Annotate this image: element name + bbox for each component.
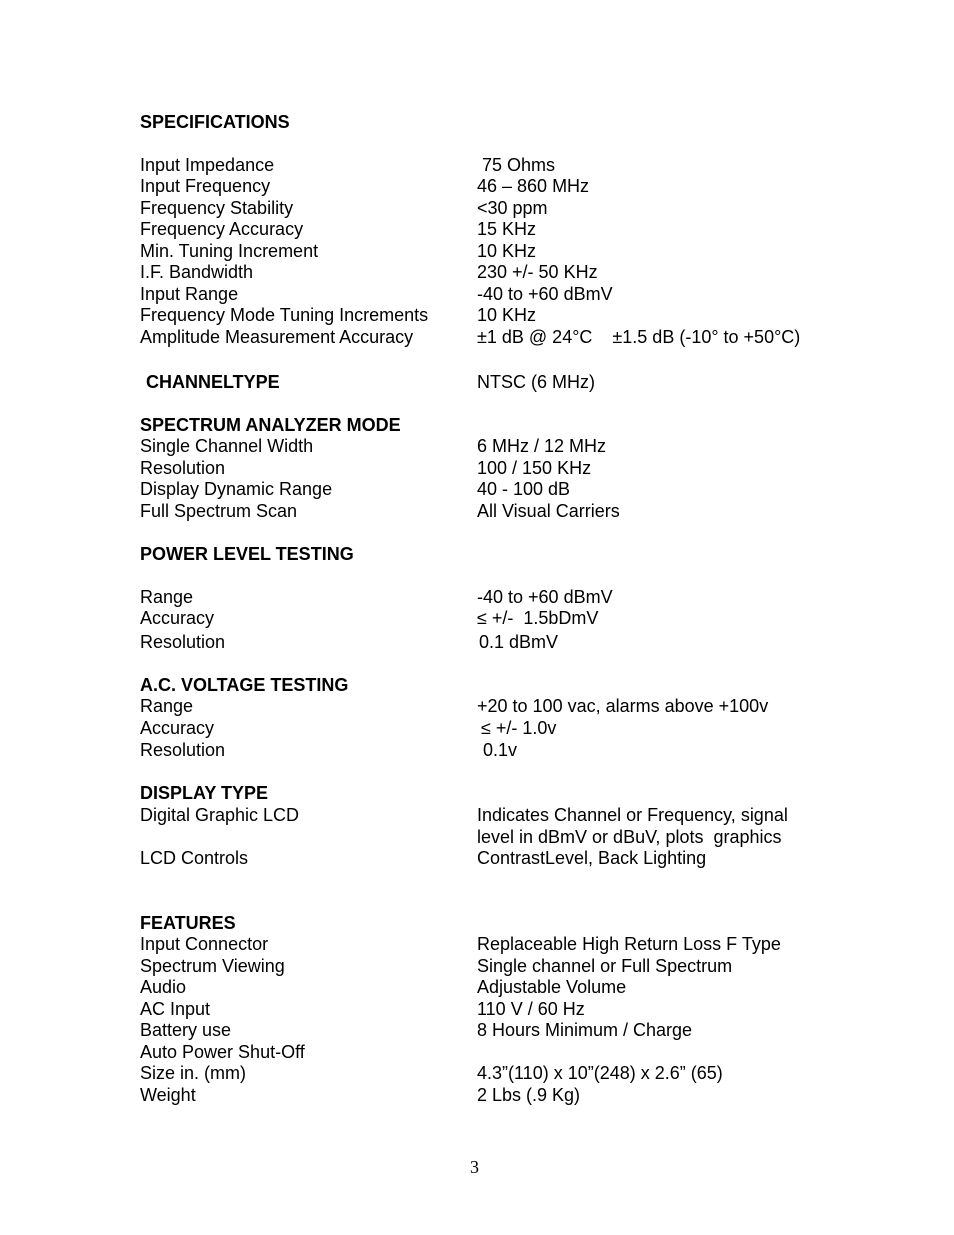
spec-value: 8 Hours Minimum / Charge	[477, 1020, 693, 1040]
spec-label: Range	[140, 696, 194, 716]
spec-value: 46 – 860 MHz	[477, 176, 590, 196]
spec-label: Digital Graphic LCD	[140, 805, 300, 825]
page-title: SPECIFICATIONS	[140, 112, 290, 132]
spec-label: Frequency Accuracy	[140, 219, 304, 239]
spec-value: Adjustable Volume	[477, 977, 627, 997]
page-number: 3	[470, 1157, 479, 1177]
spec-value: 10 KHz	[477, 305, 537, 325]
spec-value: -40 to +60 dBmV	[477, 284, 613, 304]
section-heading-features: FEATURES	[140, 913, 236, 933]
spec-label: Weight	[140, 1085, 196, 1105]
spec-label: Auto Power Shut-Off	[140, 1042, 305, 1062]
spec-value: +20 to 100 vac, alarms above +100v	[477, 696, 769, 716]
spec-label: Accuracy	[140, 718, 215, 738]
spec-value: ≤ +/- 1.0v	[481, 718, 557, 738]
spec-label: Audio	[140, 977, 187, 997]
spec-value: 6 MHz / 12 MHz	[477, 436, 607, 456]
spec-label: Range	[140, 587, 194, 607]
spec-label: Size in. (mm)	[140, 1063, 247, 1083]
spec-label: LCD Controls	[140, 848, 249, 868]
spec-label: Spectrum Viewing	[140, 956, 285, 976]
spec-label: Full Spectrum Scan	[140, 501, 298, 521]
spec-value: 15 KHz	[477, 219, 537, 239]
spec-value: All Visual Carriers	[477, 501, 620, 521]
spec-value: 110 V / 60 Hz	[477, 999, 585, 1019]
section-heading-display: DISPLAY TYPE	[140, 783, 269, 803]
spec-label: Input Connector	[140, 934, 269, 954]
spec-value: 230 +/- 50 KHz	[477, 262, 598, 282]
section-heading-channeltype: CHANNELTYPE	[146, 372, 280, 392]
spec-value: ContrastLevel, Back Lighting	[477, 848, 707, 868]
spec-value: 2 Lbs (.9 Kg)	[477, 1085, 581, 1105]
spec-label: Accuracy	[140, 608, 215, 628]
spec-label: Min. Tuning Increment	[140, 241, 319, 261]
section-heading-ac: A.C. VOLTAGE TESTING	[140, 675, 349, 695]
section-heading-power: POWER LEVEL TESTING	[140, 544, 354, 564]
spec-label: Input Range	[140, 284, 239, 304]
spec-label: AC Input	[140, 999, 211, 1019]
spec-label: Frequency Stability	[140, 198, 294, 218]
spec-value: 75 Ohms	[477, 155, 556, 175]
spec-value: 0.1v	[483, 740, 518, 760]
spec-label: I.F. Bandwidth	[140, 262, 254, 282]
spec-label: Single Channel Width	[140, 436, 314, 456]
spec-label: Display Dynamic Range	[140, 479, 333, 499]
spec-label: Battery use	[140, 1020, 232, 1040]
spec-value: NTSC (6 MHz)	[477, 372, 595, 392]
spec-label: Amplitude Measurement Accuracy	[140, 327, 414, 347]
spec-label: Input Frequency	[140, 176, 271, 196]
spec-value: level in dBmV or dBuV, plots graphics	[477, 827, 782, 847]
spec-value: <30 ppm	[477, 198, 548, 218]
spec-label: Resolution	[140, 632, 226, 652]
spec-value: -40 to +60 dBmV	[477, 587, 613, 607]
spec-value: Replaceable High Return Loss F Type	[477, 934, 781, 954]
spec-value: 100 / 150 KHz	[477, 458, 592, 478]
section-heading-spectrum: SPECTRUM ANALYZER MODE	[140, 415, 401, 435]
spec-value: ±1 dB @ 24°C ±1.5 dB (-10° to +50°C)	[477, 327, 801, 347]
spec-value: 0.1 dBmV	[479, 632, 559, 652]
spec-value: ≤ +/- 1.5bDmV	[477, 608, 599, 628]
spec-label: Resolution	[140, 740, 226, 760]
spec-value: Indicates Channel or Frequency, signal	[477, 805, 788, 825]
spec-label: Frequency Mode Tuning Increments	[140, 305, 429, 325]
spec-value: Single channel or Full Spectrum	[477, 956, 733, 976]
spec-label: Input Impedance	[140, 155, 275, 175]
spec-value: 40 - 100 dB	[477, 479, 571, 499]
spec-label: Resolution	[140, 458, 226, 478]
spec-value: 4.3”(110) x 10”(248) x 2.6” (65)	[477, 1063, 723, 1083]
spec-value: 10 KHz	[477, 241, 537, 261]
